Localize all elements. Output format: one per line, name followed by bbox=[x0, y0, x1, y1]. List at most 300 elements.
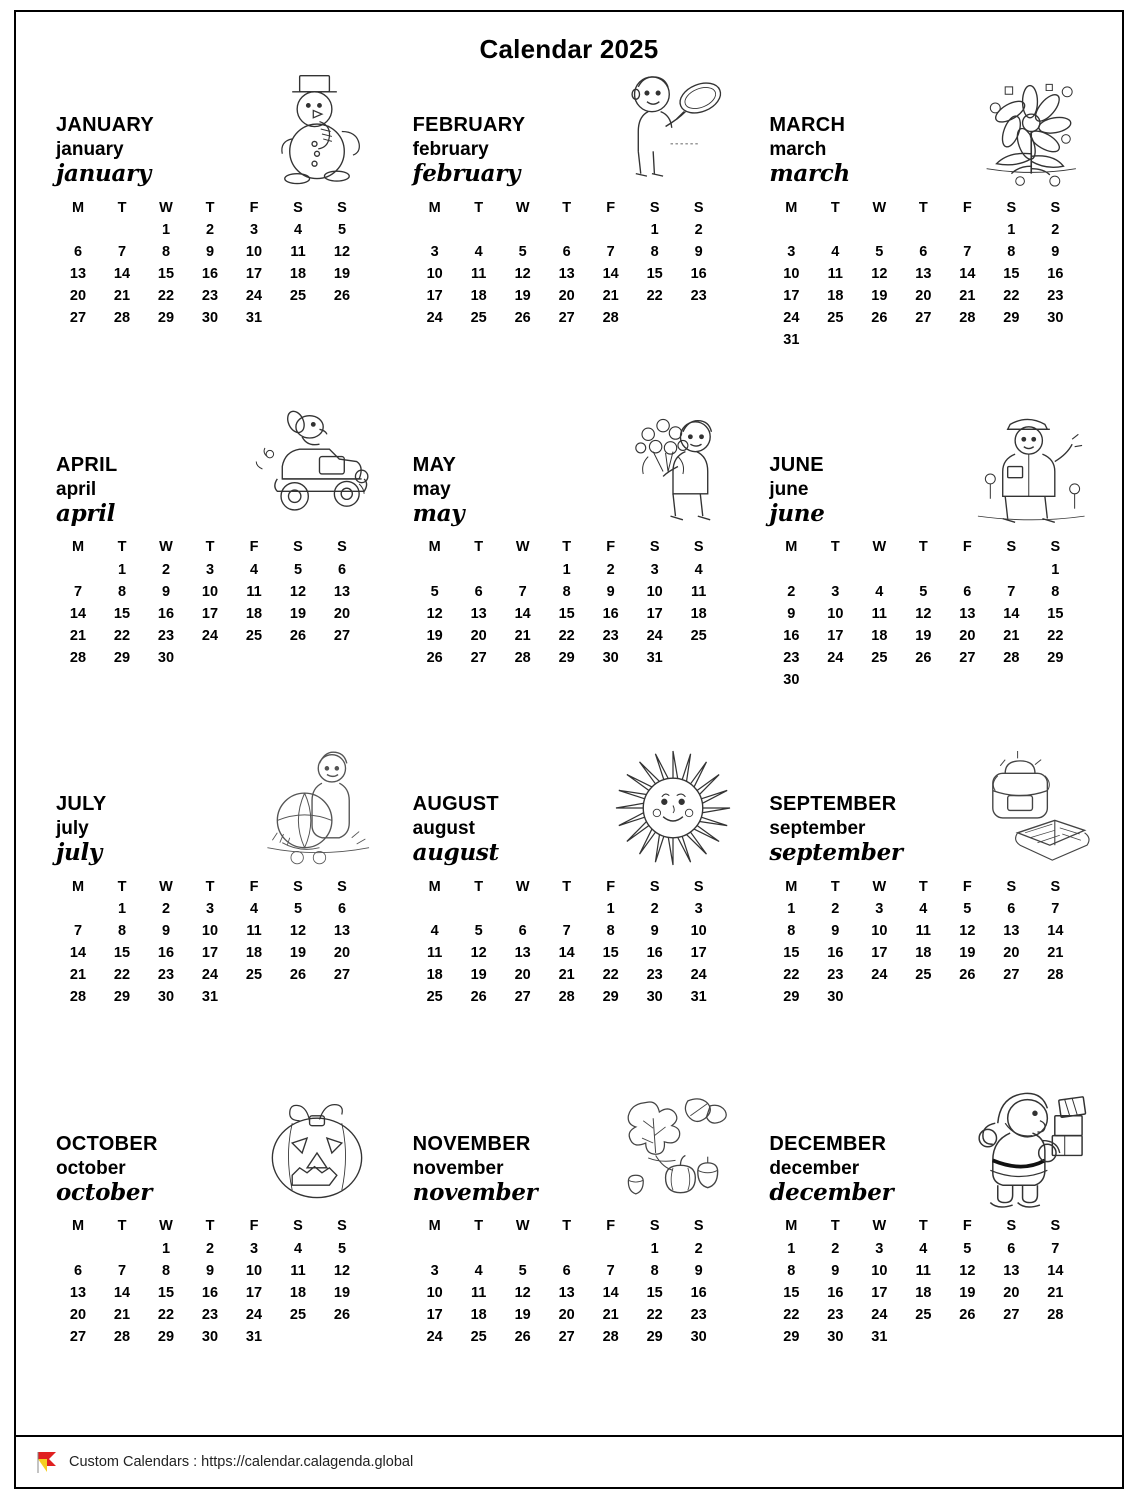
day-cell[interactable]: 4 bbox=[474, 1262, 483, 1279]
day-cell[interactable]: 19 bbox=[289, 945, 307, 961]
day-cell[interactable]: 2 bbox=[606, 561, 615, 578]
day-cell[interactable]: 2 bbox=[1051, 222, 1060, 238]
day-cell[interactable]: 19 bbox=[333, 266, 351, 282]
day-cell[interactable]: 12 bbox=[871, 266, 888, 282]
day-cell[interactable]: 25 bbox=[871, 649, 888, 666]
day-cell[interactable]: 4 bbox=[430, 923, 439, 939]
day-cell[interactable]: 27 bbox=[915, 310, 932, 326]
day-cell[interactable]: 2 bbox=[831, 901, 840, 917]
day-cell[interactable]: 14 bbox=[514, 605, 531, 622]
day-cell[interactable]: 11 bbox=[290, 244, 306, 260]
day-cell[interactable]: 25 bbox=[289, 1306, 307, 1323]
day-cell[interactable]: 7 bbox=[1051, 901, 1060, 917]
day-cell[interactable]: 11 bbox=[470, 266, 487, 282]
day-cell[interactable]: 15 bbox=[783, 1284, 800, 1301]
day-cell[interactable]: 19 bbox=[333, 1284, 351, 1301]
day-cell[interactable]: 11 bbox=[290, 1262, 306, 1279]
day-cell[interactable]: 13 bbox=[959, 605, 976, 622]
day-cell[interactable]: 27 bbox=[470, 649, 487, 666]
day-cell[interactable]: 21 bbox=[602, 1306, 619, 1323]
day-cell[interactable]: 10 bbox=[871, 1262, 888, 1279]
day-cell[interactable]: 2 bbox=[831, 1240, 840, 1257]
day-cell[interactable]: 5 bbox=[518, 244, 527, 260]
day-cell[interactable]: 25 bbox=[470, 310, 487, 326]
day-cell[interactable]: 11 bbox=[246, 583, 262, 600]
day-cell[interactable]: 27 bbox=[1003, 1306, 1020, 1323]
day-cell[interactable]: 4 bbox=[875, 583, 884, 600]
day-cell[interactable]: 8 bbox=[161, 244, 171, 260]
day-cell[interactable]: 14 bbox=[1047, 923, 1064, 939]
day-cell[interactable]: 13 bbox=[558, 1284, 575, 1301]
day-cell[interactable]: 6 bbox=[919, 244, 928, 260]
day-cell[interactable]: 24 bbox=[827, 649, 844, 666]
day-cell[interactable]: 29 bbox=[113, 649, 131, 666]
day-cell[interactable]: 14 bbox=[69, 605, 87, 622]
day-cell[interactable]: 9 bbox=[650, 923, 659, 939]
day-cell[interactable]: 5 bbox=[337, 222, 347, 238]
day-cell[interactable]: 24 bbox=[646, 627, 663, 644]
day-cell[interactable]: 3 bbox=[875, 1240, 884, 1257]
day-cell[interactable]: 1 bbox=[562, 561, 571, 578]
day-cell[interactable]: 7 bbox=[1051, 1240, 1060, 1257]
day-cell[interactable]: 30 bbox=[646, 989, 663, 1005]
day-cell[interactable]: 29 bbox=[157, 1328, 175, 1345]
day-cell[interactable]: 4 bbox=[919, 1240, 928, 1257]
day-cell[interactable]: 22 bbox=[558, 627, 575, 644]
day-cell[interactable]: 14 bbox=[1047, 1262, 1064, 1279]
day-cell[interactable]: 27 bbox=[959, 649, 976, 666]
day-cell[interactable]: 9 bbox=[606, 583, 615, 600]
day-cell[interactable]: 22 bbox=[646, 1306, 663, 1323]
day-cell[interactable]: 20 bbox=[959, 627, 976, 644]
day-cell[interactable]: 18 bbox=[915, 1284, 932, 1301]
day-cell[interactable]: 23 bbox=[783, 649, 800, 666]
day-cell[interactable]: 26 bbox=[289, 627, 307, 644]
day-cell[interactable]: 21 bbox=[1003, 627, 1020, 644]
day-cell[interactable]: 10 bbox=[201, 923, 219, 939]
day-cell[interactable]: 1 bbox=[1007, 222, 1016, 238]
day-cell[interactable]: 1 bbox=[606, 901, 615, 917]
day-cell[interactable]: 28 bbox=[113, 1328, 131, 1345]
day-cell[interactable]: 10 bbox=[690, 923, 707, 939]
day-cell[interactable]: 9 bbox=[161, 923, 171, 939]
day-cell[interactable]: 3 bbox=[205, 901, 215, 917]
day-cell[interactable]: 13 bbox=[1003, 1262, 1020, 1279]
day-cell[interactable]: 29 bbox=[783, 1328, 800, 1345]
day-cell[interactable]: 22 bbox=[113, 967, 131, 983]
day-cell[interactable]: 26 bbox=[333, 1306, 351, 1323]
day-cell[interactable]: 16 bbox=[646, 945, 663, 961]
day-cell[interactable]: 17 bbox=[827, 627, 844, 644]
day-cell[interactable]: 5 bbox=[919, 583, 928, 600]
day-cell[interactable]: 14 bbox=[113, 1284, 131, 1301]
day-cell[interactable]: 15 bbox=[783, 945, 800, 961]
day-cell[interactable]: 21 bbox=[113, 1306, 131, 1323]
day-cell[interactable]: 18 bbox=[245, 945, 263, 961]
day-cell[interactable]: 11 bbox=[915, 923, 931, 939]
day-cell[interactable]: 13 bbox=[1003, 923, 1020, 939]
day-cell[interactable]: 17 bbox=[245, 266, 263, 282]
day-cell[interactable]: 1 bbox=[117, 561, 127, 578]
day-cell[interactable]: 23 bbox=[157, 627, 175, 644]
day-cell[interactable]: 21 bbox=[1047, 945, 1064, 961]
day-cell[interactable]: 16 bbox=[201, 1284, 219, 1301]
day-cell[interactable]: 9 bbox=[1051, 244, 1060, 260]
day-cell[interactable]: 7 bbox=[117, 244, 127, 260]
day-cell[interactable]: 16 bbox=[602, 605, 619, 622]
day-cell[interactable]: 21 bbox=[69, 627, 87, 644]
day-cell[interactable]: 9 bbox=[161, 583, 171, 600]
day-cell[interactable]: 14 bbox=[113, 266, 131, 282]
day-cell[interactable]: 3 bbox=[205, 561, 215, 578]
day-cell[interactable]: 19 bbox=[915, 627, 932, 644]
day-cell[interactable]: 1 bbox=[787, 901, 796, 917]
day-cell[interactable]: 6 bbox=[562, 1262, 571, 1279]
day-cell[interactable]: 7 bbox=[73, 583, 83, 600]
day-cell[interactable]: 30 bbox=[1047, 310, 1064, 326]
day-cell[interactable]: 30 bbox=[827, 989, 844, 1005]
day-cell[interactable]: 31 bbox=[871, 1328, 888, 1345]
day-cell[interactable]: 5 bbox=[518, 1262, 527, 1279]
day-cell[interactable]: 1 bbox=[161, 222, 171, 238]
day-cell[interactable]: 26 bbox=[915, 649, 932, 666]
day-cell[interactable]: 13 bbox=[915, 266, 932, 282]
day-cell[interactable]: 20 bbox=[1003, 945, 1020, 961]
day-cell[interactable]: 26 bbox=[514, 1328, 531, 1345]
day-cell[interactable]: 18 bbox=[470, 288, 487, 304]
day-cell[interactable]: 5 bbox=[963, 901, 972, 917]
day-cell[interactable]: 8 bbox=[161, 1262, 171, 1279]
day-cell[interactable]: 8 bbox=[606, 923, 615, 939]
day-cell[interactable]: 25 bbox=[827, 310, 844, 326]
day-cell[interactable]: 5 bbox=[337, 1240, 347, 1257]
day-cell[interactable]: 19 bbox=[959, 945, 976, 961]
day-cell[interactable]: 18 bbox=[827, 288, 844, 304]
day-cell[interactable]: 22 bbox=[646, 288, 663, 304]
day-cell[interactable]: 27 bbox=[333, 967, 351, 983]
day-cell[interactable]: 16 bbox=[827, 1284, 844, 1301]
day-cell[interactable]: 15 bbox=[113, 945, 131, 961]
day-cell[interactable]: 25 bbox=[470, 1328, 487, 1345]
day-cell[interactable]: 8 bbox=[117, 923, 127, 939]
day-cell[interactable]: 3 bbox=[787, 244, 796, 260]
day-cell[interactable]: 20 bbox=[69, 288, 87, 304]
day-cell[interactable]: 11 bbox=[871, 605, 887, 622]
day-cell[interactable]: 21 bbox=[1047, 1284, 1064, 1301]
day-cell[interactable]: 17 bbox=[871, 1284, 888, 1301]
day-cell[interactable]: 3 bbox=[430, 244, 439, 260]
day-cell[interactable]: 2 bbox=[161, 561, 171, 578]
day-cell[interactable]: 29 bbox=[1047, 649, 1064, 666]
day-cell[interactable]: 22 bbox=[602, 967, 619, 983]
day-cell[interactable]: 11 bbox=[426, 945, 443, 961]
day-cell[interactable]: 14 bbox=[558, 945, 575, 961]
day-cell[interactable]: 27 bbox=[1003, 967, 1020, 983]
day-cell[interactable]: 26 bbox=[470, 989, 487, 1005]
day-cell[interactable]: 22 bbox=[1047, 627, 1064, 644]
day-cell[interactable]: 9 bbox=[205, 244, 215, 260]
day-cell[interactable]: 17 bbox=[690, 945, 707, 961]
day-cell[interactable]: 23 bbox=[602, 627, 619, 644]
day-cell[interactable]: 18 bbox=[915, 945, 932, 961]
day-cell[interactable]: 29 bbox=[113, 989, 131, 1005]
day-cell[interactable]: 16 bbox=[827, 945, 844, 961]
day-cell[interactable]: 25 bbox=[245, 967, 263, 983]
day-cell[interactable]: 28 bbox=[959, 310, 976, 326]
day-cell[interactable]: 10 bbox=[245, 1262, 263, 1279]
day-cell[interactable]: 7 bbox=[562, 923, 571, 939]
day-cell[interactable]: 13 bbox=[69, 1284, 87, 1301]
day-cell[interactable]: 23 bbox=[827, 967, 844, 983]
day-cell[interactable]: 8 bbox=[117, 583, 127, 600]
day-cell[interactable]: 22 bbox=[1003, 288, 1020, 304]
day-cell[interactable]: 11 bbox=[827, 266, 843, 282]
day-cell[interactable]: 6 bbox=[474, 583, 483, 600]
day-cell[interactable]: 28 bbox=[69, 989, 87, 1005]
day-cell[interactable]: 20 bbox=[558, 1306, 575, 1323]
day-cell[interactable]: 23 bbox=[201, 1306, 219, 1323]
day-cell[interactable]: 9 bbox=[694, 1262, 703, 1279]
day-cell[interactable]: 26 bbox=[289, 967, 307, 983]
day-cell[interactable]: 16 bbox=[690, 1284, 707, 1301]
day-cell[interactable]: 16 bbox=[783, 627, 800, 644]
day-cell[interactable]: 22 bbox=[113, 627, 131, 644]
day-cell[interactable]: 25 bbox=[426, 989, 443, 1005]
day-cell[interactable]: 30 bbox=[783, 671, 800, 688]
day-cell[interactable]: 14 bbox=[602, 1284, 619, 1301]
day-cell[interactable]: 25 bbox=[915, 967, 932, 983]
day-cell[interactable]: 10 bbox=[201, 583, 219, 600]
day-cell[interactable]: 7 bbox=[606, 244, 615, 260]
day-cell[interactable]: 15 bbox=[157, 266, 175, 282]
day-cell[interactable]: 19 bbox=[426, 627, 443, 644]
day-cell[interactable]: 26 bbox=[959, 967, 976, 983]
day-cell[interactable]: 4 bbox=[293, 1240, 303, 1257]
day-cell[interactable]: 20 bbox=[558, 288, 575, 304]
day-cell[interactable]: 8 bbox=[787, 1262, 796, 1279]
day-cell[interactable]: 31 bbox=[646, 649, 663, 666]
day-cell[interactable]: 23 bbox=[157, 967, 175, 983]
day-cell[interactable]: 3 bbox=[249, 222, 259, 238]
day-cell[interactable]: 8 bbox=[1051, 583, 1060, 600]
day-cell[interactable]: 28 bbox=[558, 989, 575, 1005]
day-cell[interactable]: 26 bbox=[514, 310, 531, 326]
day-cell[interactable]: 4 bbox=[919, 901, 928, 917]
day-cell[interactable]: 2 bbox=[787, 583, 796, 600]
day-cell[interactable]: 30 bbox=[157, 649, 175, 666]
day-cell[interactable]: 17 bbox=[646, 605, 663, 622]
day-cell[interactable]: 22 bbox=[157, 1306, 175, 1323]
day-cell[interactable]: 23 bbox=[201, 288, 219, 304]
day-cell[interactable]: 10 bbox=[827, 605, 844, 622]
day-cell[interactable]: 5 bbox=[430, 583, 439, 600]
day-cell[interactable]: 24 bbox=[245, 288, 263, 304]
day-cell[interactable]: 24 bbox=[201, 967, 219, 983]
day-cell[interactable]: 5 bbox=[875, 244, 884, 260]
day-cell[interactable]: 2 bbox=[694, 1240, 703, 1257]
day-cell[interactable]: 18 bbox=[426, 967, 443, 983]
day-cell[interactable]: 4 bbox=[474, 244, 483, 260]
day-cell[interactable]: 20 bbox=[333, 605, 351, 622]
day-cell[interactable]: 19 bbox=[514, 1306, 531, 1323]
day-cell[interactable]: 25 bbox=[915, 1306, 932, 1323]
day-cell[interactable]: 4 bbox=[694, 561, 703, 578]
day-cell[interactable]: 11 bbox=[690, 583, 707, 600]
day-cell[interactable]: 28 bbox=[1047, 967, 1064, 983]
day-cell[interactable]: 12 bbox=[915, 605, 932, 622]
day-cell[interactable]: 5 bbox=[293, 561, 303, 578]
day-cell[interactable]: 6 bbox=[518, 923, 527, 939]
day-cell[interactable]: 4 bbox=[293, 222, 303, 238]
day-cell[interactable]: 27 bbox=[558, 310, 575, 326]
day-cell[interactable]: 26 bbox=[959, 1306, 976, 1323]
day-cell[interactable]: 27 bbox=[333, 627, 351, 644]
day-cell[interactable]: 19 bbox=[514, 288, 531, 304]
day-cell[interactable]: 20 bbox=[333, 945, 351, 961]
day-cell[interactable]: 28 bbox=[602, 1328, 619, 1345]
day-cell[interactable]: 12 bbox=[333, 1262, 351, 1279]
day-cell[interactable]: 3 bbox=[831, 583, 840, 600]
day-cell[interactable]: 12 bbox=[289, 583, 307, 600]
day-cell[interactable]: 25 bbox=[245, 627, 263, 644]
day-cell[interactable]: 7 bbox=[1007, 583, 1016, 600]
day-cell[interactable]: 2 bbox=[161, 901, 171, 917]
day-cell[interactable]: 4 bbox=[249, 561, 259, 578]
day-cell[interactable]: 30 bbox=[157, 989, 175, 1005]
day-cell[interactable]: 31 bbox=[690, 989, 707, 1005]
day-cell[interactable]: 7 bbox=[606, 1262, 615, 1279]
day-cell[interactable]: 20 bbox=[470, 627, 487, 644]
day-cell[interactable]: 1 bbox=[161, 1240, 171, 1257]
day-cell[interactable]: 6 bbox=[1007, 901, 1016, 917]
day-cell[interactable]: 5 bbox=[963, 1240, 972, 1257]
day-cell[interactable]: 12 bbox=[514, 1284, 531, 1301]
day-cell[interactable]: 16 bbox=[201, 266, 219, 282]
day-cell[interactable]: 6 bbox=[562, 244, 571, 260]
day-cell[interactable]: 16 bbox=[157, 945, 175, 961]
day-cell[interactable]: 10 bbox=[426, 1284, 443, 1301]
day-cell[interactable]: 31 bbox=[783, 332, 800, 348]
day-cell[interactable]: 10 bbox=[871, 923, 888, 939]
day-cell[interactable]: 25 bbox=[690, 627, 707, 644]
day-cell[interactable]: 14 bbox=[959, 266, 976, 282]
day-cell[interactable]: 3 bbox=[249, 1240, 259, 1257]
day-cell[interactable]: 31 bbox=[201, 989, 219, 1005]
day-cell[interactable]: 18 bbox=[871, 627, 888, 644]
day-cell[interactable]: 14 bbox=[602, 266, 619, 282]
day-cell[interactable]: 24 bbox=[245, 1306, 263, 1323]
day-cell[interactable]: 12 bbox=[333, 244, 351, 260]
day-cell[interactable]: 18 bbox=[690, 605, 707, 622]
day-cell[interactable]: 18 bbox=[289, 266, 307, 282]
day-cell[interactable]: 15 bbox=[157, 1284, 175, 1301]
day-cell[interactable]: 6 bbox=[1007, 1240, 1016, 1257]
day-cell[interactable]: 20 bbox=[915, 288, 932, 304]
day-cell[interactable]: 15 bbox=[602, 945, 619, 961]
day-cell[interactable]: 13 bbox=[558, 266, 575, 282]
day-cell[interactable]: 6 bbox=[73, 244, 83, 260]
day-cell[interactable]: 29 bbox=[1003, 310, 1020, 326]
day-cell[interactable]: 8 bbox=[1007, 244, 1016, 260]
day-cell[interactable]: 29 bbox=[646, 1328, 663, 1345]
day-cell[interactable]: 17 bbox=[201, 605, 219, 622]
day-cell[interactable]: 9 bbox=[831, 1262, 840, 1279]
day-cell[interactable]: 12 bbox=[514, 266, 531, 282]
day-cell[interactable]: 1 bbox=[787, 1240, 796, 1257]
day-cell[interactable]: 28 bbox=[602, 310, 619, 326]
day-cell[interactable]: 17 bbox=[426, 288, 443, 304]
day-cell[interactable]: 7 bbox=[73, 923, 83, 939]
day-cell[interactable]: 21 bbox=[602, 288, 619, 304]
day-cell[interactable]: 23 bbox=[690, 1306, 707, 1323]
day-cell[interactable]: 27 bbox=[514, 989, 531, 1005]
day-cell[interactable]: 18 bbox=[245, 605, 263, 622]
day-cell[interactable]: 17 bbox=[783, 288, 800, 304]
day-cell[interactable]: 21 bbox=[113, 288, 131, 304]
day-cell[interactable]: 13 bbox=[333, 923, 351, 939]
day-cell[interactable]: 30 bbox=[827, 1328, 844, 1345]
day-cell[interactable]: 30 bbox=[690, 1328, 707, 1345]
day-cell[interactable]: 26 bbox=[333, 288, 351, 304]
day-cell[interactable]: 11 bbox=[470, 1284, 487, 1301]
day-cell[interactable]: 24 bbox=[201, 627, 219, 644]
day-cell[interactable]: 30 bbox=[201, 310, 219, 326]
day-cell[interactable]: 12 bbox=[426, 605, 443, 622]
day-cell[interactable]: 16 bbox=[690, 266, 707, 282]
day-cell[interactable]: 9 bbox=[694, 244, 703, 260]
day-cell[interactable]: 23 bbox=[1047, 288, 1064, 304]
day-cell[interactable]: 22 bbox=[783, 967, 800, 983]
day-cell[interactable]: 23 bbox=[690, 288, 707, 304]
day-cell[interactable]: 29 bbox=[558, 649, 575, 666]
day-cell[interactable]: 12 bbox=[959, 923, 976, 939]
day-cell[interactable]: 11 bbox=[246, 923, 262, 939]
day-cell[interactable]: 31 bbox=[245, 1328, 263, 1345]
day-cell[interactable]: 6 bbox=[963, 583, 972, 600]
day-cell[interactable]: 12 bbox=[959, 1262, 976, 1279]
day-cell[interactable]: 28 bbox=[69, 649, 87, 666]
day-cell[interactable]: 5 bbox=[474, 923, 483, 939]
day-cell[interactable]: 24 bbox=[690, 967, 707, 983]
day-cell[interactable]: 17 bbox=[245, 1284, 263, 1301]
day-cell[interactable]: 20 bbox=[514, 967, 531, 983]
day-cell[interactable]: 23 bbox=[646, 967, 663, 983]
day-cell[interactable]: 27 bbox=[69, 1328, 87, 1345]
day-cell[interactable]: 15 bbox=[646, 266, 663, 282]
day-cell[interactable]: 18 bbox=[470, 1306, 487, 1323]
day-cell[interactable]: 6 bbox=[337, 901, 347, 917]
day-cell[interactable]: 9 bbox=[787, 605, 796, 622]
day-cell[interactable]: 23 bbox=[827, 1306, 844, 1323]
day-cell[interactable]: 12 bbox=[289, 923, 307, 939]
day-cell[interactable]: 21 bbox=[69, 967, 87, 983]
day-cell[interactable]: 17 bbox=[871, 945, 888, 961]
day-cell[interactable]: 26 bbox=[871, 310, 888, 326]
day-cell[interactable]: 15 bbox=[1003, 266, 1020, 282]
day-cell[interactable]: 31 bbox=[245, 310, 263, 326]
day-cell[interactable]: 29 bbox=[602, 989, 619, 1005]
day-cell[interactable]: 12 bbox=[470, 945, 487, 961]
day-cell[interactable]: 1 bbox=[650, 222, 659, 238]
day-cell[interactable]: 22 bbox=[783, 1306, 800, 1323]
day-cell[interactable]: 28 bbox=[113, 310, 131, 326]
day-cell[interactable]: 15 bbox=[113, 605, 131, 622]
day-cell[interactable]: 1 bbox=[117, 901, 127, 917]
day-cell[interactable]: 15 bbox=[1047, 605, 1064, 622]
day-cell[interactable]: 27 bbox=[69, 310, 87, 326]
day-cell[interactable]: 14 bbox=[69, 945, 87, 961]
day-cell[interactable]: 7 bbox=[518, 583, 527, 600]
